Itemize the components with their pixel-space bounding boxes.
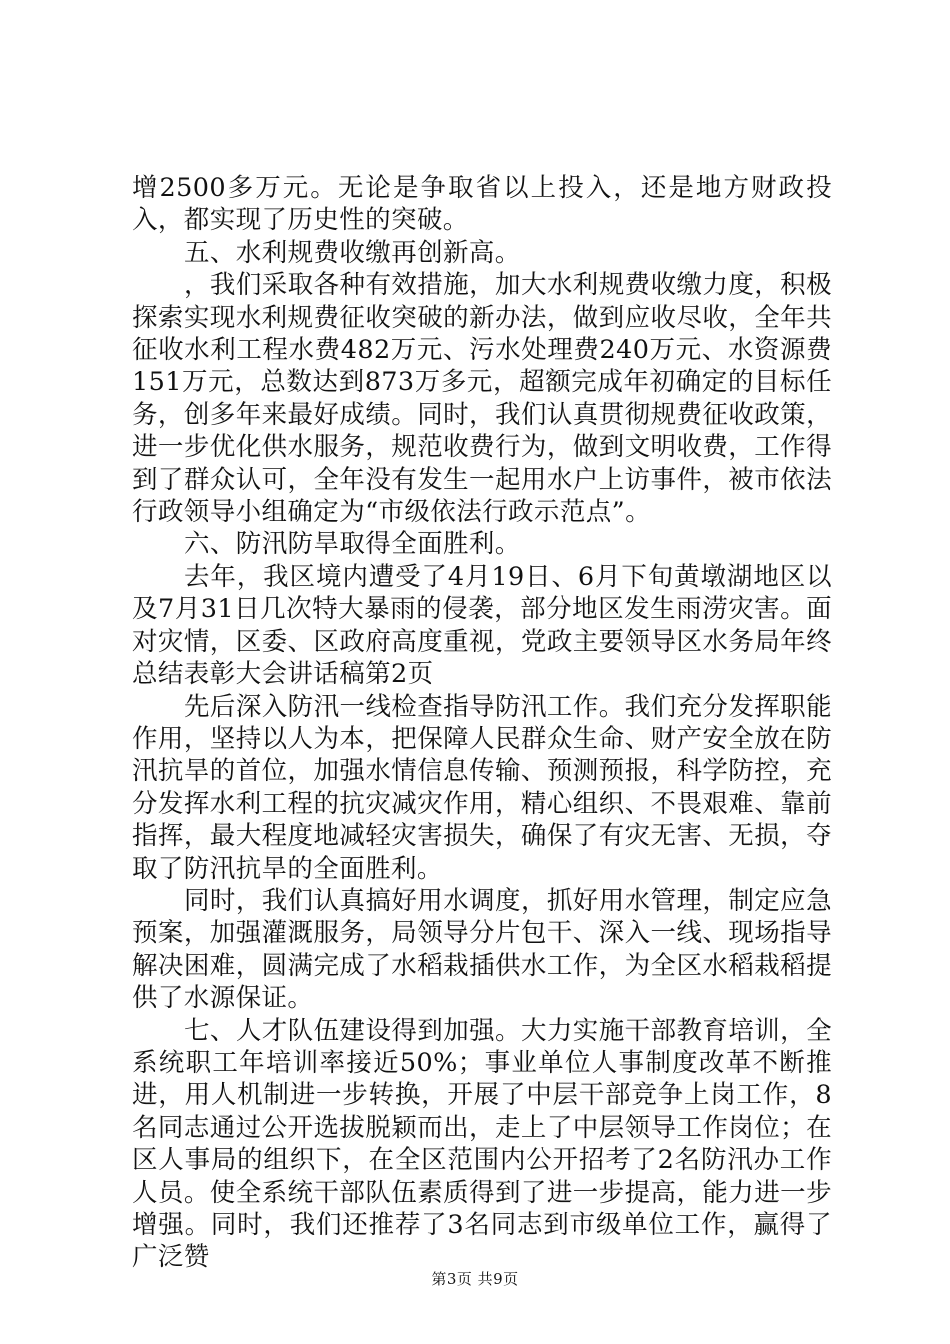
paragraph-fee-collection: ，我们采取各种有效措施，加大水利规费收缴力度，积极探索实现水利规费征收突破的新办法，做到应收尽收，全年共征收水利工程水费482万元、污水处理费240万元、水资源费151万元，总数达到873万多元，超额完成年初确定的目标任务，创多年来最好成绩。同时，我们认真贯彻规费征收政策，进一步优化供水服务，规范收费行为，做到文明收费，工作得到了群众认可，全年没有发生一起用水户上访事件，被市依法行政领导小组确定为“市级依法行政示范点”。 — [132, 270, 832, 528]
document-body — [132, 172, 832, 1274]
page-number-footer: 第3页 共9页 — [431, 1270, 519, 1288]
paragraph-water-dispatch: 同时，我们认真搞好用水调度，抓好用水管理，制定应急预案，加强灌溉服务，局领导分片包干、深入一线、现场指导解决困难，圆满完成了水稻栽插供水工作，为全区水稻栽稻提供了水源保证。 — [132, 885, 832, 1014]
heading-flood-control: 六、防汛防旱取得全面胜利。 — [184, 529, 521, 560]
paragraph-flood-disaster: 去年，我区境内遭受了4月19日、6月下旬黄墩湖地区以及7月31日几次特大暴雨的侵袭，部分地区发生雨涝灾害。面对灾情，区委、区政府高度重视，党政主要领导区水务局年终总结表彰大会讲话稿第2页 — [132, 561, 832, 690]
paragraph-flood-response: 先后深入防汛一线检查指导防汛工作。我们充分发挥职能作用，坚持以人为本，把保障人民群众生命、财产安全放在防汛抗旱的首位，加强水情信息传输、预测预报，科学防控，充分发挥水利工程的抗灾减灾作用，精心组织、不畏艰难、靠前指挥，最大程度地减轻灾害损失，确保了有灾无害、无损，夺取了防汛抗旱的全面胜利。 — [132, 691, 832, 884]
heading-fee-collection: 五、水利规费收缴再创新高。 — [184, 237, 521, 268]
paragraph-investment-continued: 增2500多万元。无论是争取省以上投入，还是地方财政投入，都实现了历史性的突破。 — [132, 173, 832, 236]
paragraph-talent-team: 七、人才队伍建设得到加强。大力实施干部教育培训，全系统职工年培训率接近50%；事业单位人事制度改革不断推进，用人机制进一步转换，开展了中层干部竞争上岗工作，8名同志通过公开选拔脱颖而出，走上了中层领导工作岗位；在区人事局的组织下，在全区范围内公开招考了2名防汛办工作人员。使全系统干部队伍素质得到了进一步提高，能力进一步增强。同时，我们还推荐了3名同志到市级单位工作，赢得了广泛赞 — [132, 1015, 832, 1273]
